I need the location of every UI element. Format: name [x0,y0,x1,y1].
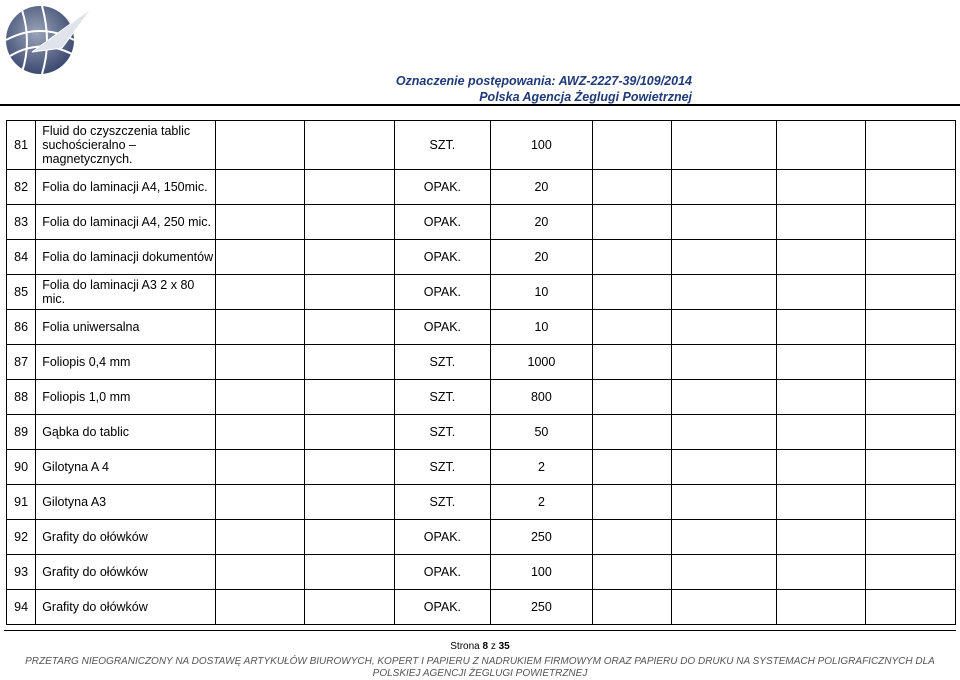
empty-cell [305,121,395,170]
table-row [7,590,956,625]
empty-cell [215,275,305,310]
empty-cell [776,450,866,485]
page-number [0,641,960,652]
item-number: 82 [7,170,36,205]
item-quantity: 50 [490,415,592,450]
items-table [6,120,956,625]
item-number: 89 [7,415,36,450]
empty-cell [593,380,672,415]
empty-cell [305,415,395,450]
empty-cell [866,240,956,275]
empty-cell [305,520,395,555]
table-row [7,415,956,450]
item-quantity: 800 [490,380,592,415]
empty-cell [866,520,956,555]
empty-cell [672,380,776,415]
empty-cell [866,380,956,415]
item-quantity: 1000 [490,345,592,380]
empty-cell [215,555,305,590]
table-row [7,485,956,520]
table-row [7,170,956,205]
empty-cell [593,170,672,205]
item-name: Folia uniwersalna [36,310,215,345]
table-row [7,345,956,380]
empty-cell [776,485,866,520]
item-unit: SZT. [394,485,490,520]
table-row [7,275,956,310]
empty-cell [215,590,305,625]
empty-cell [593,520,672,555]
item-number: 92 [7,520,36,555]
empty-cell [593,450,672,485]
empty-cell [215,121,305,170]
empty-cell [305,450,395,485]
empty-cell [672,590,776,625]
empty-cell [866,205,956,240]
item-number: 87 [7,345,36,380]
item-quantity: 10 [490,275,592,310]
empty-cell [593,121,672,170]
table-row [7,240,956,275]
item-number: 91 [7,485,36,520]
empty-cell [593,590,672,625]
empty-cell [776,240,866,275]
empty-cell [866,485,956,520]
item-name: Folia do laminacji A3 2 x 80 mic. [36,275,215,310]
item-quantity: 250 [490,590,592,625]
empty-cell [672,275,776,310]
empty-cell [672,345,776,380]
empty-cell [776,415,866,450]
item-unit: SZT. [394,450,490,485]
item-name: Folia do laminacji dokumentów [36,240,215,275]
document-header [232,73,692,105]
item-quantity: 10 [490,310,592,345]
empty-cell [593,345,672,380]
empty-cell [672,450,776,485]
empty-cell [776,555,866,590]
page-separator: z [490,641,496,652]
empty-cell [776,121,866,170]
page-total: 35 [498,641,510,652]
empty-cell [672,485,776,520]
item-name: Grafity do ołówków [36,520,215,555]
empty-cell [305,380,395,415]
empty-cell [305,345,395,380]
empty-cell [215,485,305,520]
item-number: 94 [7,590,36,625]
empty-cell [305,275,395,310]
item-unit: SZT. [394,345,490,380]
empty-cell [776,380,866,415]
empty-cell [866,555,956,590]
item-name: Foliopis 0,4 mm [36,345,215,380]
empty-cell [776,310,866,345]
item-number: 83 [7,205,36,240]
item-unit: OPAK. [394,590,490,625]
item-quantity: 20 [490,170,592,205]
footer-line-1: PRZETARG NIEOGRANICZONY NA DOSTAWĘ ARTYKUŁÓW BIUROWYCH, KOPERT I PAPIERU Z NADRUKIEM FIRMOWYM ORAZ PAPIERU DO DRUKU NA SYSTEMACH POLIGRAFICZNYCH DLA [25,656,935,667]
item-quantity: 2 [490,450,592,485]
empty-cell [215,205,305,240]
empty-cell [776,205,866,240]
empty-cell [305,205,395,240]
footer-title [0,656,960,680]
empty-cell [866,345,956,380]
item-name: Gilotyna A 4 [36,450,215,485]
empty-cell [866,121,956,170]
item-unit: OPAK. [394,555,490,590]
footer-line-2: POLSKIEJ AGENCJI ŻEGLUGI POWIETRZNEJ [372,668,588,679]
organization-name: Polska Agencja Żeglugi Powietrznej [479,90,692,104]
item-number: 88 [7,380,36,415]
empty-cell [866,170,956,205]
empty-cell [215,380,305,415]
item-number: 81 [7,121,36,170]
item-unit: SZT. [394,415,490,450]
item-name: Grafity do ołówków [36,590,215,625]
empty-cell [776,345,866,380]
empty-cell [866,590,956,625]
empty-cell [305,170,395,205]
item-unit: SZT. [394,380,490,415]
table-row [7,555,956,590]
procedure-reference: Oznaczenie postępowania: AWZ-2227-39/109/2014 [395,74,692,88]
empty-cell [776,275,866,310]
empty-cell [593,240,672,275]
empty-cell [593,310,672,345]
empty-cell [215,415,305,450]
item-name: Gilotyna A3 [36,485,215,520]
empty-cell [776,520,866,555]
empty-cell [672,170,776,205]
globe-logo-icon [2,2,94,82]
table-row [7,205,956,240]
empty-cell [672,555,776,590]
empty-cell [593,485,672,520]
empty-cell [672,415,776,450]
empty-cell [305,240,395,275]
empty-cell [672,240,776,275]
item-unit: OPAK. [394,170,490,205]
item-quantity: 250 [490,520,592,555]
empty-cell [776,590,866,625]
empty-cell [776,170,866,205]
empty-cell [305,590,395,625]
item-quantity: 100 [490,121,592,170]
empty-cell [305,555,395,590]
page-current: 8 [482,641,489,652]
empty-cell [215,240,305,275]
empty-cell [593,415,672,450]
item-unit: OPAK. [394,520,490,555]
item-name: Foliopis 1,0 mm [36,380,215,415]
item-unit: OPAK. [394,240,490,275]
empty-cell [305,485,395,520]
empty-cell [672,205,776,240]
empty-cell [672,310,776,345]
item-name: Fluid do czyszczenia tablic suchościeralno – magnetycznych. [36,121,215,170]
item-unit: OPAK. [394,310,490,345]
table-row [7,520,956,555]
empty-cell [866,310,956,345]
page-prefix: Strona [450,641,480,652]
page-footer [0,630,960,680]
item-name: Grafity do ołówków [36,555,215,590]
item-number: 93 [7,555,36,590]
item-name: Gąbka do tablic [36,415,215,450]
table-row [7,121,956,170]
table-row [7,380,956,415]
empty-cell [215,345,305,380]
item-quantity: 20 [490,205,592,240]
empty-cell [593,555,672,590]
header-divider [0,104,960,106]
item-unit: SZT. [394,121,490,170]
empty-cell [593,205,672,240]
item-name: Folia do laminacji A4, 150mic. [36,170,215,205]
empty-cell [215,170,305,205]
empty-cell [866,415,956,450]
item-number: 84 [7,240,36,275]
empty-cell [866,275,956,310]
empty-cell [305,310,395,345]
item-number: 86 [7,310,36,345]
footer-divider [4,630,956,631]
empty-cell [215,520,305,555]
empty-cell [593,275,672,310]
item-unit: OPAK. [394,275,490,310]
item-quantity: 100 [490,555,592,590]
item-quantity: 2 [490,485,592,520]
item-unit: OPAK. [394,205,490,240]
item-name: Folia do laminacji A4, 250 mic. [36,205,215,240]
item-quantity: 20 [490,240,592,275]
empty-cell [215,310,305,345]
empty-cell [215,450,305,485]
empty-cell [672,121,776,170]
item-number: 85 [7,275,36,310]
empty-cell [672,520,776,555]
table-row [7,450,956,485]
item-number: 90 [7,450,36,485]
table-row [7,310,956,345]
empty-cell [866,450,956,485]
